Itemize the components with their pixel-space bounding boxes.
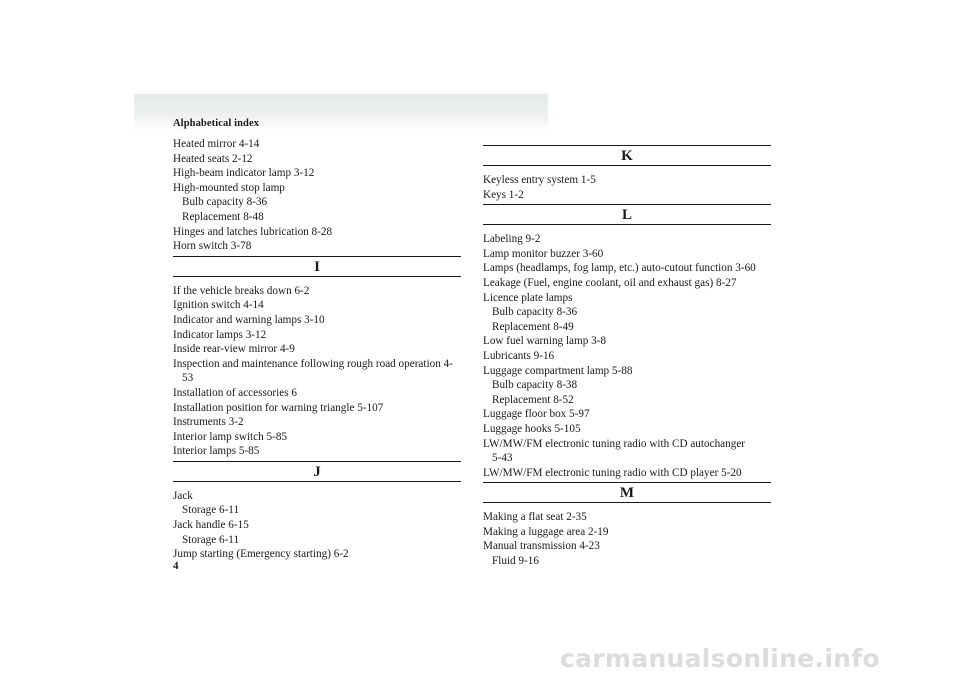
index-column-left [173, 137, 461, 562]
index-entry: Installation of accessories 6 [173, 386, 297, 399]
index-entry: Jump starting (Emergency starting) 6-2 [173, 548, 349, 561]
index-entry: Making a luggage area 2-19 [483, 525, 609, 538]
index-entry: Heated seats 2-12 [173, 152, 253, 165]
index-entry: Luggage compartment lamp 5-88 [483, 364, 633, 377]
index-subentry: Fluid 9-16 [492, 555, 539, 568]
index-entry: Labeling 9-2 [483, 233, 541, 246]
index-entry: Inspection and maintenance following rough road operation 4- [173, 357, 453, 370]
index-subentry: Bulb capacity 8-38 [492, 379, 578, 392]
index-entry: Low fuel warning lamp 3-8 [483, 335, 607, 348]
index-subentry: Replacement 8-49 [492, 320, 574, 333]
index-entry: Instruments 3-2 [173, 416, 244, 429]
index-subentry: Replacement 8-48 [182, 210, 264, 223]
index-entry: Leakage (Fuel, engine coolant, oil and exhaust gas) 8-27 [483, 276, 737, 289]
index-entry: Keys 1-2 [483, 188, 524, 201]
index-entry: High-beam indicator lamp 3-12 [173, 167, 315, 180]
index-entry: Luggage hooks 5-105 [483, 422, 581, 435]
index-entry: Jack [173, 489, 193, 502]
index-entry: Lamps (headlamps, fog lamp, etc.) auto-cutout function 3-60 [483, 262, 756, 275]
index-entry: High-mounted stop lamp [173, 181, 285, 194]
index-entry: Indicator and warning lamps 3-10 [173, 313, 325, 326]
index-entry: Luggage floor box 5-97 [483, 408, 590, 421]
index-entry-continuation: 5-43 [492, 452, 513, 465]
section-letter-m: M [483, 482, 771, 503]
index-entry: Keyless entry system 1-5 [483, 174, 596, 186]
index-entry: Interior lamps 5-85 [173, 445, 260, 458]
index-subentry: Replacement 8-52 [492, 393, 574, 406]
index-subentry: Storage 6-11 [182, 504, 240, 517]
index-entry: LW/MW/FM electronic tuning radio with CD player 5-20 [483, 466, 742, 479]
index-entry: Jack handle 6-15 [173, 519, 249, 532]
index-entry: Lubricants 9-16 [483, 349, 555, 362]
index-entry: Heated mirror 4-14 [173, 138, 260, 150]
index-entry: Manual transmission 4-23 [483, 540, 600, 553]
watermark: carmanualsonline.info [560, 644, 880, 673]
section-letter-k: K [483, 145, 771, 166]
index-entry: Ignition switch 4-14 [173, 299, 264, 312]
index-entry: LW/MW/FM electronic tuning radio with CD autochanger [483, 437, 746, 450]
index-entry: Licence plate lamps [483, 291, 573, 304]
index-entry: Horn switch 3-78 [173, 240, 252, 253]
index-column-right [483, 145, 771, 569]
page-number: 4 [173, 560, 179, 572]
section-letter-j: J [173, 461, 461, 482]
index-entry: Lamp monitor buzzer 3-60 [483, 247, 604, 260]
index-entry: Interior lamp switch 5-85 [173, 430, 288, 443]
section-letter-l: L [483, 204, 771, 225]
index-entry: Making a flat seat 2-35 [483, 511, 587, 524]
index-entry: Indicator lamps 3-12 [173, 328, 267, 341]
index-subentry: Bulb capacity 8-36 [492, 306, 578, 319]
section-letter-i: I [173, 256, 461, 277]
index-subentry: Bulb capacity 8-36 [182, 196, 268, 209]
index-entry: If the vehicle breaks down 6-2 [173, 284, 310, 297]
index-subentry: Storage 6-11 [182, 533, 240, 546]
index-entry: Hinges and latches lubrication 8-28 [173, 225, 333, 238]
index-entry: Inside rear-view mirror 4-9 [173, 343, 295, 356]
index-entry-continuation: 53 [182, 372, 194, 385]
index-entry: Installation position for warning triangle 5-107 [173, 401, 384, 414]
page-title: Alphabetical index [173, 118, 260, 129]
